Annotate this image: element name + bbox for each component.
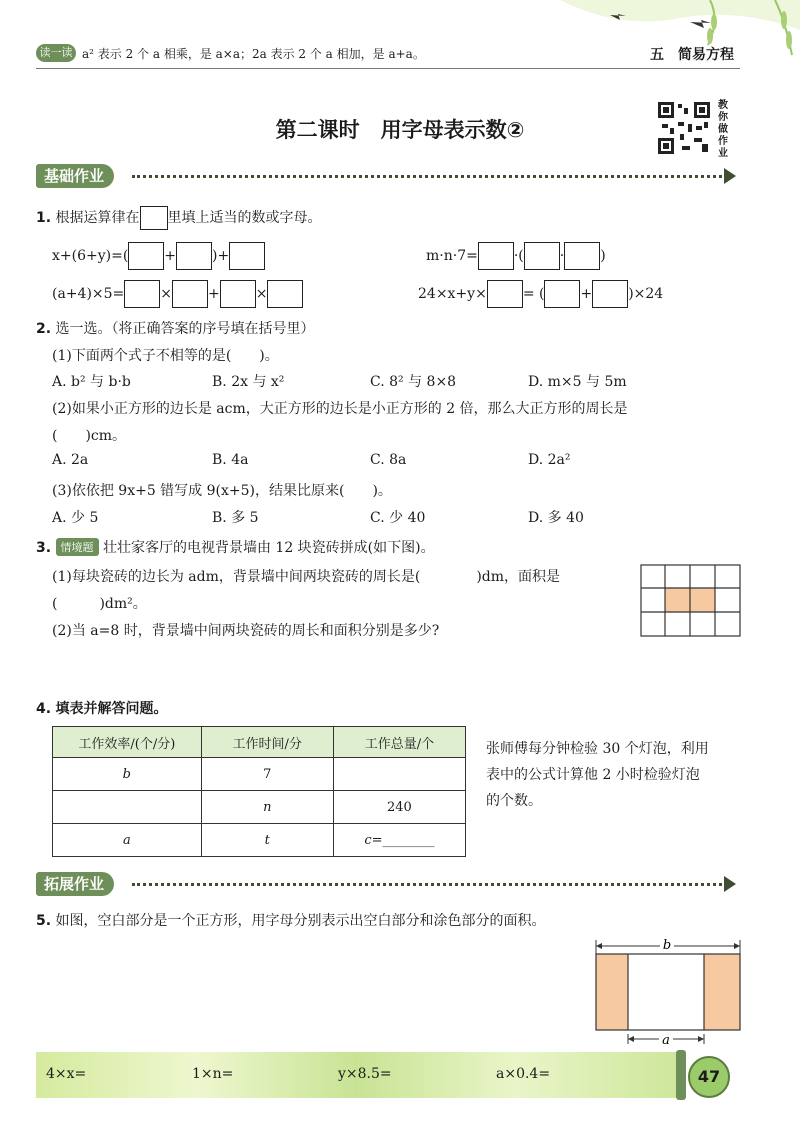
page-title: 第二课时 用字母表示数② xyxy=(275,118,525,142)
section-extend-label: 拓展作业 xyxy=(36,872,114,896)
dotted-line xyxy=(132,175,722,178)
table-cell: 240 xyxy=(333,791,465,824)
section-basic-header xyxy=(36,164,740,188)
answer-box[interactable] xyxy=(267,280,303,308)
q1-eq3 xyxy=(52,280,303,308)
q2-sub2-option-c[interactable]: C. 8a xyxy=(370,452,407,468)
qr-code-icon[interactable] xyxy=(656,100,712,156)
table-row xyxy=(53,824,466,857)
square-diagram xyxy=(590,936,750,1048)
answer-box[interactable] xyxy=(478,242,514,270)
table-cell: t xyxy=(201,824,333,857)
answer-box[interactable] xyxy=(124,280,160,308)
eq3-plus: + xyxy=(208,286,220,302)
shaded-right xyxy=(704,954,740,1030)
q2-sub1-option-c[interactable]: C. 8² 与 8×8 xyxy=(370,374,457,390)
eq4-eq: = ( xyxy=(522,286,545,302)
q4-stem xyxy=(36,698,168,718)
q1-eq1 xyxy=(52,242,265,270)
label-b: b xyxy=(662,938,672,953)
table-row xyxy=(53,758,466,791)
q2-number: 2. xyxy=(36,321,52,337)
q1-eq4 xyxy=(418,280,663,308)
arrow-right-icon xyxy=(724,168,736,184)
q2-sub3: (3)依依把 9x+5 错写成 9(x+5)，结果比原来( )。 xyxy=(52,483,392,499)
scenario-tag: 情境题 xyxy=(56,538,99,556)
side-text-line: 表中的公式计算他 2 小时检验灯泡 xyxy=(486,767,700,783)
q1-stem-before: 根据运算律在 xyxy=(55,210,140,226)
table-cell: b xyxy=(53,758,202,791)
q5-number: 5. xyxy=(36,913,52,929)
eq2-left: m·n·7= xyxy=(426,248,478,264)
page-number: 47 xyxy=(688,1056,730,1098)
footer-tab xyxy=(676,1050,686,1100)
table-row xyxy=(53,791,466,824)
q1-number: 1. xyxy=(36,210,52,226)
section-basic-label: 基础作业 xyxy=(36,164,114,188)
answer-box[interactable] xyxy=(524,242,560,270)
eq3-left: (a+4)×5= xyxy=(52,286,125,302)
q2-sub2-option-d[interactable]: D. 2a² xyxy=(528,452,571,468)
answer-box[interactable] xyxy=(564,242,600,270)
table-header: 工作总量/个 xyxy=(333,727,465,758)
table-cell-blank[interactable] xyxy=(53,791,202,824)
eq1-plus: + xyxy=(164,248,177,264)
answer-box[interactable] xyxy=(487,280,523,308)
eq4-plus: + xyxy=(580,286,593,302)
arrow-right-icon xyxy=(724,876,736,892)
table-cell: 7 xyxy=(201,758,333,791)
eq1-close-plus: )+ xyxy=(212,248,230,264)
answer-box[interactable] xyxy=(229,242,265,270)
side-text-line: 张师傅每分钟检验 30 个灯泡，利用 xyxy=(486,741,709,757)
answer-box[interactable] xyxy=(176,242,212,270)
header-divider xyxy=(36,68,740,69)
footer-item: 1×n= xyxy=(192,1066,234,1082)
dotted-line xyxy=(132,883,722,886)
label-a: a xyxy=(662,1033,670,1048)
swallow-icon xyxy=(690,20,711,28)
q2-sub3-option-a[interactable]: A. 少 5 xyxy=(52,510,99,526)
tile-wall-diagram xyxy=(640,564,741,637)
eq2-dot1: ·( xyxy=(513,248,524,264)
eq2-close: ) xyxy=(600,248,606,264)
footer-item: a×0.4= xyxy=(496,1066,551,1082)
q2-stem-text: 选一选。（将正确答案的序号填在括号里） xyxy=(55,321,315,337)
eq2-dot2: · xyxy=(559,248,565,264)
q5-stem-text: 如图，空白部分是一个正方形，用字母分别表示出空白部分和涂色部分的面积。 xyxy=(55,913,546,929)
q2-sub2-option-b[interactable]: B. 4a xyxy=(212,452,249,468)
q2-sub1-option-b[interactable]: B. 2x 与 x² xyxy=(212,374,285,390)
footer-item: y×8.5= xyxy=(338,1066,392,1082)
eq1-left: x+(6+y)=( xyxy=(52,248,129,264)
eq3-times2: × xyxy=(255,286,268,302)
q5-stem xyxy=(36,910,546,930)
answer-box[interactable] xyxy=(592,280,628,308)
q4-stem-text: 填表并解答问题。 xyxy=(55,701,168,717)
answer-box[interactable] xyxy=(220,280,256,308)
footer-item: 4×x= xyxy=(46,1066,87,1082)
eq4-left: 24×x+y× xyxy=(418,286,487,302)
q3-sub1-line1: (1)每块瓷砖的边长为 adm，背景墙中间两块瓷砖的周长是( )dm，面积是 xyxy=(52,569,561,585)
read-badge: 读一读 xyxy=(36,44,76,62)
table-cell-blank[interactable] xyxy=(333,758,465,791)
sample-box xyxy=(140,206,168,230)
table-header: 工作时间/分 xyxy=(201,727,333,758)
q3-sub1-line2: ( )dm²。 xyxy=(52,596,147,612)
read-tip-text: a² 表示 2 个 a 相乘，是 a×a；2a 表示 2 个 a 相加，是 a+a。 xyxy=(82,47,425,61)
table-header-row xyxy=(53,727,466,758)
answer-box[interactable] xyxy=(128,242,164,270)
table-cell: a xyxy=(53,824,202,857)
q2-stem xyxy=(36,318,315,338)
q2-sub3-option-d[interactable]: D. 多 40 xyxy=(528,510,584,526)
shaded-left xyxy=(596,954,628,1030)
footer-bar xyxy=(36,1052,676,1098)
answer-box[interactable] xyxy=(544,280,580,308)
q1-stem xyxy=(36,206,322,230)
eq3-times1: × xyxy=(160,286,173,302)
q2-sub2-line2: ( )cm。 xyxy=(52,428,127,444)
q3-stem xyxy=(36,537,435,557)
q4-number: 4. xyxy=(36,701,52,717)
table-cell-answer[interactable]: c=________ xyxy=(333,824,465,857)
q3-sub2: (2)当 a=8 时，背景墙中间两块瓷砖的周长和面积分别是多少? xyxy=(52,623,440,639)
q2-sub2-line1: (2)如果小正方形的边长是 acm，大正方形的边长是小正方形的 2 倍，那么大正方形的周长是 xyxy=(52,401,628,417)
q1-stem-after: 里填上适当的数或字母。 xyxy=(167,210,322,226)
table-cell: n xyxy=(201,791,333,824)
q2-sub3-option-b[interactable]: B. 多 5 xyxy=(212,510,259,526)
unit-label: 五 简易方程 xyxy=(650,47,734,63)
section-extend-header xyxy=(36,872,740,896)
qr-caption: 教你做作业 xyxy=(718,100,728,159)
q2-sub2-option-a[interactable]: A. 2a xyxy=(52,452,89,468)
q4-side-problem xyxy=(486,736,709,814)
q2-sub3-option-c[interactable]: C. 少 40 xyxy=(370,510,426,526)
table-header: 工作效率/(个/分) xyxy=(53,727,202,758)
eq4-right: )×24 xyxy=(628,286,664,302)
answer-box[interactable] xyxy=(172,280,208,308)
q3-number: 3. xyxy=(36,540,52,556)
q1-eq2 xyxy=(426,242,606,270)
q2-sub1-option-a[interactable]: A. b² 与 b·b xyxy=(52,374,131,390)
q2-sub1-option-d[interactable]: D. m×5 与 5m xyxy=(528,374,627,390)
work-table xyxy=(52,726,466,857)
side-text-line: 的个数。 xyxy=(486,793,542,809)
q2-sub1: (1)下面两个式子不相等的是( )。 xyxy=(52,348,279,364)
q3-stem-text: 壮壮家客厅的电视背景墙由 12 块瓷砖拼成(如下图)。 xyxy=(102,540,435,556)
